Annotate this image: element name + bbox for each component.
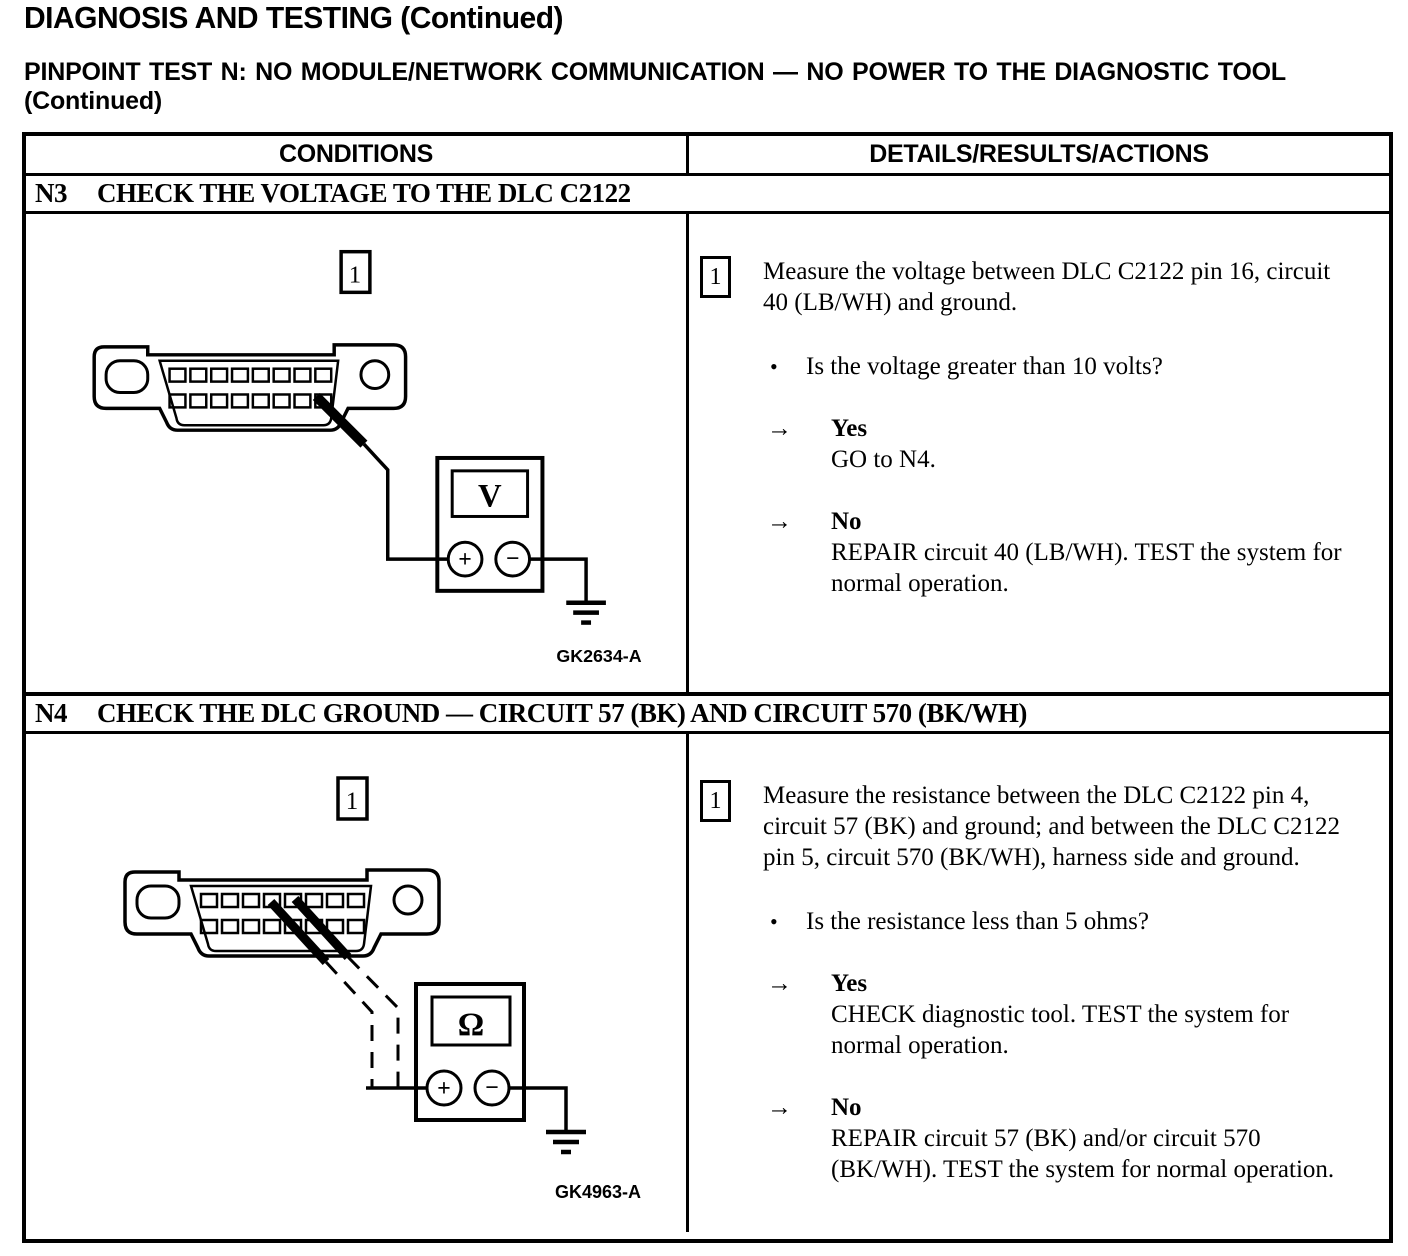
step-id-n3: N3 [35,178,67,208]
question-line [689,906,1389,937]
ground-lead-wire [509,1088,566,1130]
yes-label: Yes [831,970,868,997]
conditions-cell-n3 [26,214,689,692]
ground-symbol [546,1132,586,1152]
details-column-header: DETAILS/RESULTS/ACTIONS [869,140,1209,168]
table-header-row [26,136,1389,176]
ground-symbol [566,603,606,623]
step-number-box: 1 [700,780,731,822]
svg-text:−: − [505,546,520,573]
svg-text:+: + [458,547,472,574]
voltage-test-diagram [26,214,686,692]
no-label: No [831,1094,862,1121]
no-branch [689,506,1389,599]
question-line [689,351,1389,382]
yes-action-text: CHECK diagnostic tool. TEST the system for normal operation. [831,1001,1290,1059]
instruction-text: Measure the voltage between DLC C2122 pin 16, circuit 40 (LB/WH) and ground. [763,258,1331,316]
step-number-box: 1 [700,256,731,298]
svg-text:−: − [485,1075,499,1101]
step-title-n4: CHECK THE DLC GROUND — CIRCUIT 57 (BK) AND CIRCUIT 570 (BK/WH) [97,698,1027,728]
figure-caption: GK4963-A [554,1182,642,1202]
question-text: Is the voltage greater than 10 volts? [806,353,1163,380]
pinpoint-test-table [22,132,1393,1243]
bullet-icon: • [770,354,778,379]
svg-text:1: 1 [345,788,359,815]
instruction-text: Measure the resistance between the DLC C2122 pin 4, circuit 57 (BK) and ground; and between the DLC C2122 pin 5, circuit 570 (BK/WH), harness side and ground. [763,782,1340,871]
test-lead-wires-dashed [326,957,398,1088]
no-label: No [831,508,862,535]
svg-text:V: V [478,478,502,515]
svg-text:Ω: Ω [457,1007,485,1043]
no-action-text: REPAIR circuit 40 (LB/WH). TEST the system for normal operation. [831,539,1342,597]
figure-step-number-box [341,252,370,293]
resistance-test-diagram [26,734,686,1232]
dlc-connector-drawing [94,345,405,430]
figure-caption: GK2634-A [556,646,642,667]
bullet-icon: • [770,909,778,934]
figure-step-number-box [338,778,367,819]
ohmmeter-drawing [416,984,524,1120]
voltmeter-drawing [437,458,542,591]
no-branch [689,1092,1389,1185]
arrow-icon: → [767,970,792,997]
test-step-body-n4 [26,734,1389,1232]
svg-text:+: + [437,1076,451,1102]
question-text: Is the resistance less than 5 ohms? [806,908,1149,935]
step-title-n3: CHECK THE VOLTAGE TO THE DLC C2122 [97,178,631,208]
pinpoint-test-subtitle: PINPOINT TEST N: NO MODULE/NETWORK COMMUNICATION — NO POWER TO THE DIAGNOSTIC TOOL (Continued) [24,58,1286,115]
yes-label: Yes [831,415,868,442]
conditions-column-header: CONDITIONS [26,136,689,173]
ground-lead-wire [530,559,587,601]
instruction-step [689,256,1389,318]
details-cell-n3 [689,214,1389,692]
no-action-text: REPAIR circuit 57 (BK) and/or circuit 570 (BK/WH). TEST the system for normal operation. [831,1125,1335,1183]
test-step-header-n4 [26,696,1389,734]
yes-action-text: GO to N4. [831,446,936,473]
arrow-icon: → [767,508,792,535]
conditions-cell-n4 [26,734,689,1232]
yes-branch [689,968,1389,1061]
step-id-n4: N4 [35,698,67,728]
instruction-step [689,780,1389,873]
arrow-icon: → [767,415,792,442]
page-title: DIAGNOSIS AND TESTING (Continued) [24,1,564,36]
svg-text:1: 1 [348,261,362,289]
test-step-header-n3 [26,176,1389,214]
test-step-body-n3 [26,214,1389,696]
details-cell-n4 [689,734,1389,1232]
arrow-icon: → [767,1094,792,1121]
yes-branch [689,413,1389,475]
